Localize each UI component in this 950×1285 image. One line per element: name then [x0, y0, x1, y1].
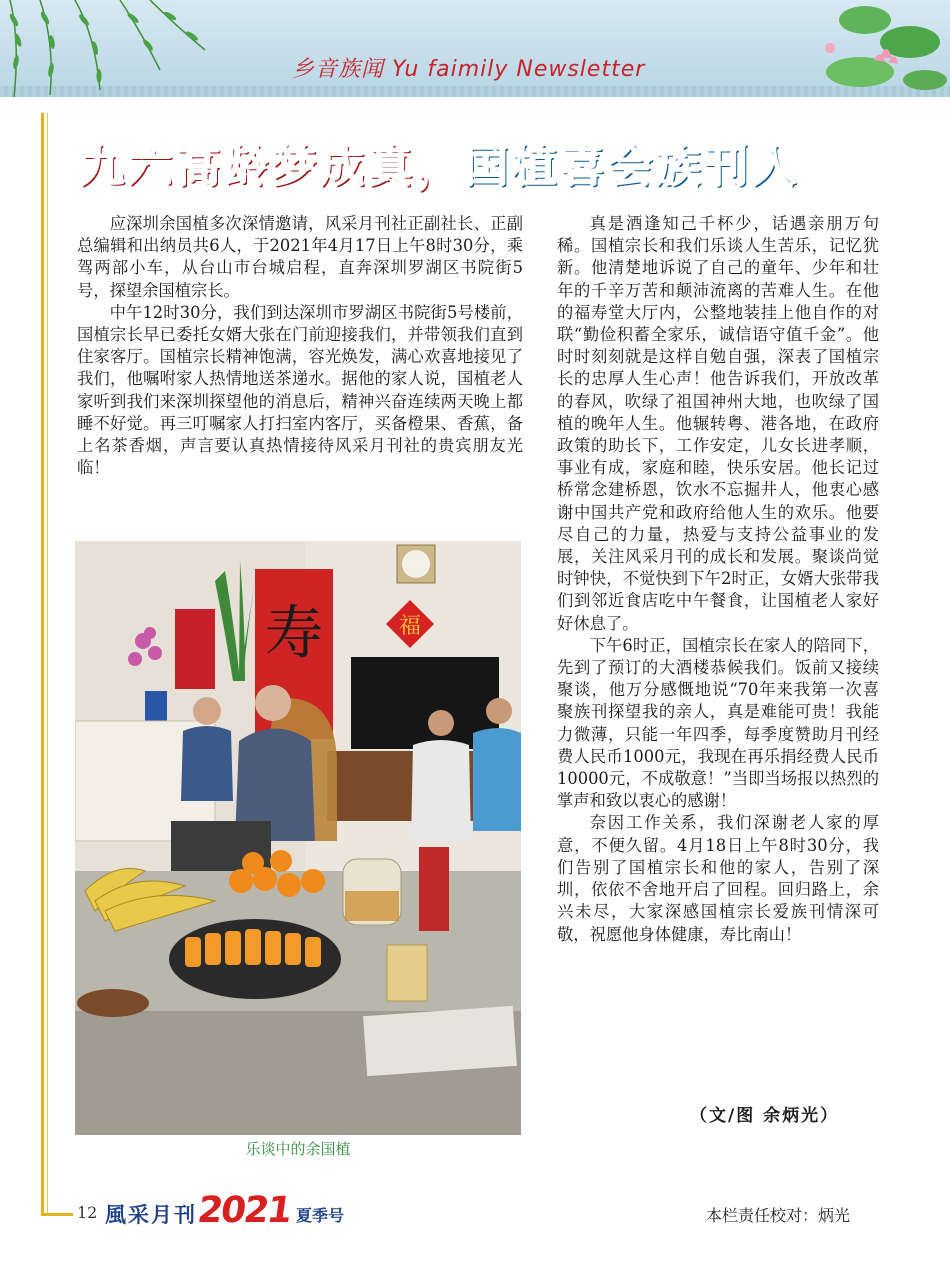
page-number: 12 [77, 1203, 98, 1222]
newsletter-title: 乡音族闻 Yu faimily Newsletter [292, 57, 646, 82]
paragraph: 奈因工作关系，我们深谢老人家的厚意，不便久留。4月18日上午8时30分，我们告别了国植宗长和他的家人，告别了深圳，依依不舍地开启了回程。回归路上，余兴未尽，大家深感国植宗长爱族刊情深可敬，祝愿他身体健康，寿比南山！ [557, 813, 879, 944]
article-photo [75, 541, 521, 1135]
frame-line-bottom [41, 1213, 73, 1216]
headline-part2: 国植喜会族刊人 [464, 141, 800, 192]
lotus-icon [800, 0, 950, 97]
headline-part1: 九六高龄梦成真， [80, 141, 464, 192]
photo-caption: 乐谈中的余国植 [245, 1140, 351, 1158]
paragraph: 中午12时30分，我们到达深圳市罗湖区书院街5号楼前，国植宗长早已委托女婿大张在门前迎接我们，并带领我们直到住家客厅。国植宗长精神饱满，容光焕发，满心欢喜地接见了我们，他嘱咐家人热情地送茶递水。据他的家人说，国植老人家听到我们来深圳探望他的消息后，精神兴奋连续两天晚上都睡不好觉。再三叮嘱家人打扫室内客厅，买备橙果、香蕉，备上名茶香烟，声言要认真热情接待风采月刊社的贵宾朋友光临！ [77, 302, 523, 478]
issue-season: 夏季号 [296, 1206, 345, 1225]
willow-branch-icon [0, 0, 230, 97]
issue-year: 2021 [195, 1190, 294, 1231]
frame-line [41, 113, 44, 1215]
frame-line-inner [47, 113, 48, 1215]
headline [80, 130, 880, 192]
magazine-name: 風采月刊 [105, 1202, 197, 1227]
paragraph: 应深圳余国植多次深情邀请，风采月刊社正副社长、正副总编辑和出纳员共6人，于2021年4月17日上午8时30分，乘驾两部小车，从台山市台城启程，直奔深圳罗湖区书院街5号，探望余国植宗长。 [77, 214, 523, 300]
left-column [77, 213, 523, 479]
right-column [557, 213, 879, 946]
scroll-character: 寿 [264, 599, 324, 667]
fu-character: 福 [398, 614, 422, 639]
paragraph: 真是酒逢知己千杯少，话遇亲朋万句稀。国植宗长和我们乐谈人生苦乐，记忆犹新。他清楚地诉说了自己的童年、少年和壮年的千辛万苦和颠沛流离的苦难人生。在他的福寿堂大厅内，公整地装挂上他自作的对联“勤俭积蓄全家乐，诚信语守值千金”。他时时刻刻就是这样自勉自强，深表了国植宗长的忠厚人生心声！他告诉我们，开放改革的春风，吹绿了祖国神州大地，也吹绿了国植的晚年人生。他辗转粤、港各地，在政府政策的助长下，工作安定，儿女长进孝顺，事业有成，家庭和睦，快乐安居。他长记过桥常念建桥恩，饮水不忘掘井人，他衷心感谢中国共产党和政府给他人生的欢乐。他要尽自己的力量，热爱与支持公益事业的发展，关注风采月刊的成长和发展。聚谈尚觉时钟快，不觉快到下午2时正，女婿大张带我们到邻近食店吃中午餐食，让国植老人家好好休息了。 [557, 214, 879, 633]
living-room-photo [75, 541, 521, 1135]
proofreader-credit: 本栏责任校对：炳光 [706, 1206, 851, 1225]
header-band [0, 0, 950, 97]
byline: （文/图 余炳光） [690, 1106, 840, 1126]
paragraph: 下午6时正，国植宗长在家人的陪同下，先到了预订的大酒楼恭候我们。饭前又接续聚谈，他万分感慨地说“70年来我第一次喜聚族刊探望我的亲人，真是难能可贵！我能力微薄，只能一年四季，每季度赞助月刊经费人民币1000元，我现在再乐捐经费人民币10000元，不成敬意！”当即当场报以热烈的掌声和致以衷心的感谢！ [557, 635, 879, 811]
